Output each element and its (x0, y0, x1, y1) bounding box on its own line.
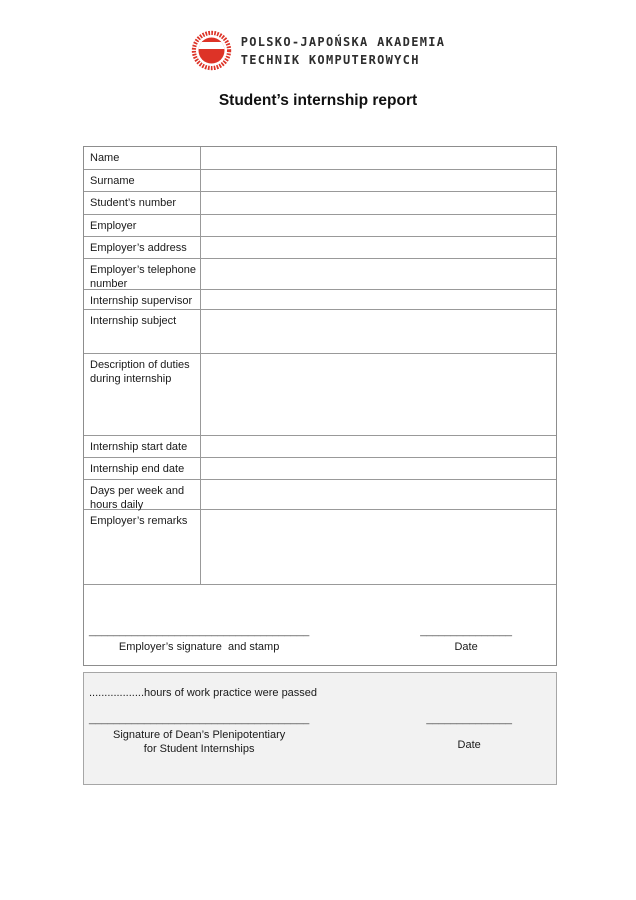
row-label: Employer’s address (84, 237, 201, 258)
table-row-duties-description (84, 354, 556, 436)
date-line: ______________ (426, 713, 512, 725)
row-label: Surname (84, 170, 201, 191)
row-value-cell (201, 237, 556, 258)
row-value-cell (201, 354, 556, 435)
date-label: Date (457, 739, 481, 751)
row-label: Student’s number (84, 192, 201, 214)
dean-signature-section (83, 672, 557, 785)
employer-signature-area (89, 627, 309, 654)
table-row-employer-telephone (84, 259, 556, 290)
row-label: Employer’s telephone number (84, 259, 201, 289)
table-row-internship-subject (84, 310, 556, 354)
date-label: Date (454, 641, 478, 653)
row-value-cell (201, 170, 556, 191)
table-row-employer (84, 215, 556, 237)
table-row-internship-supervisor (84, 290, 556, 310)
academy-name (241, 33, 446, 69)
academy-name-line1: POLSKO-JAPOŃSKA AKADEMIA (240, 34, 446, 49)
table-row-end-date (84, 458, 556, 480)
row-value-cell (201, 310, 556, 353)
page-title: Student’s internship report (218, 92, 418, 109)
pjatk-logo-icon (191, 30, 232, 71)
table-row-start-date (84, 436, 556, 458)
row-value-cell (201, 192, 556, 214)
table-row-employer-address (84, 237, 556, 259)
row-value-cell (201, 480, 556, 509)
row-label: Days per week and hours daily (84, 480, 201, 509)
row-label: Name (84, 147, 201, 169)
row-value-cell (201, 436, 556, 457)
signature-line: ____________________________________ (89, 713, 310, 725)
hours-of-work-text: ..................hours of work practice were passed (89, 687, 318, 699)
row-value-cell (201, 458, 556, 479)
row-value-cell (201, 290, 556, 309)
academy-name-line2: TECHNIK KOMPUTEROWYCH (240, 52, 420, 67)
employer-date-area (420, 627, 512, 654)
row-label: Employer’s remarks (84, 510, 201, 584)
signature-line: ____________________________________ (89, 625, 310, 637)
row-value-cell (201, 147, 556, 169)
row-label: Internship end date (84, 458, 201, 479)
document-header (0, 0, 636, 71)
table-row-student-number (84, 192, 556, 215)
table-row-days-hours (84, 480, 556, 510)
table-row-name (84, 147, 556, 170)
row-label: Description of duties during internship (84, 354, 201, 435)
row-value-cell (201, 510, 556, 584)
employer-signature-section (84, 585, 556, 665)
signature-caption: Employer’s signature and stamp (118, 641, 280, 653)
date-line: _______________ (420, 625, 512, 637)
row-label: Internship supervisor (84, 290, 201, 309)
dean-date-area (426, 715, 512, 752)
dean-caption-line2: for Student Internships (143, 743, 255, 755)
table-row-surname (84, 170, 556, 192)
row-label: Internship subject (84, 310, 201, 353)
row-label: Internship start date (84, 436, 201, 457)
row-value-cell (201, 215, 556, 236)
row-label: Employer (84, 215, 201, 236)
dean-caption-line1: Signature of Dean’s Plenipotentiary (113, 729, 286, 741)
internship-form-table (83, 146, 557, 666)
dean-signature-area (89, 715, 309, 756)
table-row-employer-remarks (84, 510, 556, 585)
row-value-cell (201, 259, 556, 289)
